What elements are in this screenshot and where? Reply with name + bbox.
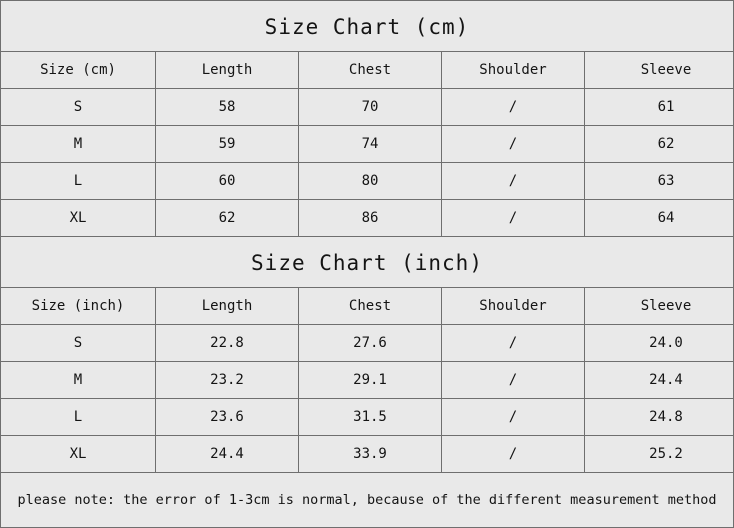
cell-size: L — [1, 399, 156, 436]
cell-chest: 86 — [299, 200, 442, 237]
measurement-note: please note: the error of 1-3cm is normal, because of the different measurement method — [17, 492, 717, 508]
cell-sleeve: 63 — [585, 163, 734, 200]
table-row — [1, 399, 734, 436]
column-header-shoulder: Shoulder — [442, 52, 585, 89]
cell-sleeve: 24.0 — [585, 325, 734, 362]
cell-shoulder: / — [442, 163, 585, 200]
column-header-size: Size (cm) — [1, 52, 156, 89]
cell-length: 62 — [156, 200, 299, 237]
column-header-length: Length — [156, 288, 299, 325]
column-header-size: Size (inch) — [1, 288, 156, 325]
table-row — [1, 89, 734, 126]
column-header-shoulder: Shoulder — [442, 288, 585, 325]
table-row — [1, 200, 734, 237]
column-header-sleeve: Sleeve — [585, 288, 734, 325]
cell-shoulder: / — [442, 89, 585, 126]
size-chart-inch-title: Size Chart (inch) — [251, 251, 483, 275]
cell-shoulder: / — [442, 436, 585, 473]
table-row — [1, 126, 734, 163]
cell-shoulder: / — [442, 325, 585, 362]
column-header-sleeve: Sleeve — [585, 52, 734, 89]
cell-length: 23.2 — [156, 362, 299, 399]
cell-shoulder: / — [442, 362, 585, 399]
cell-size: M — [1, 362, 156, 399]
cell-length: 22.8 — [156, 325, 299, 362]
size-chart-cm-table — [1, 51, 734, 237]
size-chart-cm-title: Size Chart (cm) — [264, 15, 470, 39]
cell-sleeve: 64 — [585, 200, 734, 237]
cell-size: S — [1, 325, 156, 362]
cell-size: L — [1, 163, 156, 200]
cell-chest: 70 — [299, 89, 442, 126]
cell-length: 23.6 — [156, 399, 299, 436]
cell-chest: 27.6 — [299, 325, 442, 362]
cell-chest: 31.5 — [299, 399, 442, 436]
table-header-row — [1, 288, 734, 325]
table-header-row — [1, 52, 734, 89]
table-row — [1, 436, 734, 473]
table-row — [1, 362, 734, 399]
column-header-chest: Chest — [299, 52, 442, 89]
cell-sleeve: 24.8 — [585, 399, 734, 436]
cell-chest: 29.1 — [299, 362, 442, 399]
cell-shoulder: / — [442, 200, 585, 237]
cell-sleeve: 61 — [585, 89, 734, 126]
table-row — [1, 163, 734, 200]
cell-size: M — [1, 126, 156, 163]
cell-size: S — [1, 89, 156, 126]
column-header-chest: Chest — [299, 288, 442, 325]
cell-chest: 74 — [299, 126, 442, 163]
cell-sleeve: 25.2 — [585, 436, 734, 473]
cell-size: XL — [1, 200, 156, 237]
cell-sleeve: 24.4 — [585, 362, 734, 399]
cell-length: 59 — [156, 126, 299, 163]
cell-length: 60 — [156, 163, 299, 200]
cell-length: 58 — [156, 89, 299, 126]
cell-size: XL — [1, 436, 156, 473]
cell-chest: 80 — [299, 163, 442, 200]
table-row — [1, 325, 734, 362]
column-header-length: Length — [156, 52, 299, 89]
cell-chest: 33.9 — [299, 436, 442, 473]
size-chart-inch-table — [1, 287, 734, 473]
cell-shoulder: / — [442, 126, 585, 163]
cell-length: 24.4 — [156, 436, 299, 473]
cell-sleeve: 62 — [585, 126, 734, 163]
cell-shoulder: / — [442, 399, 585, 436]
